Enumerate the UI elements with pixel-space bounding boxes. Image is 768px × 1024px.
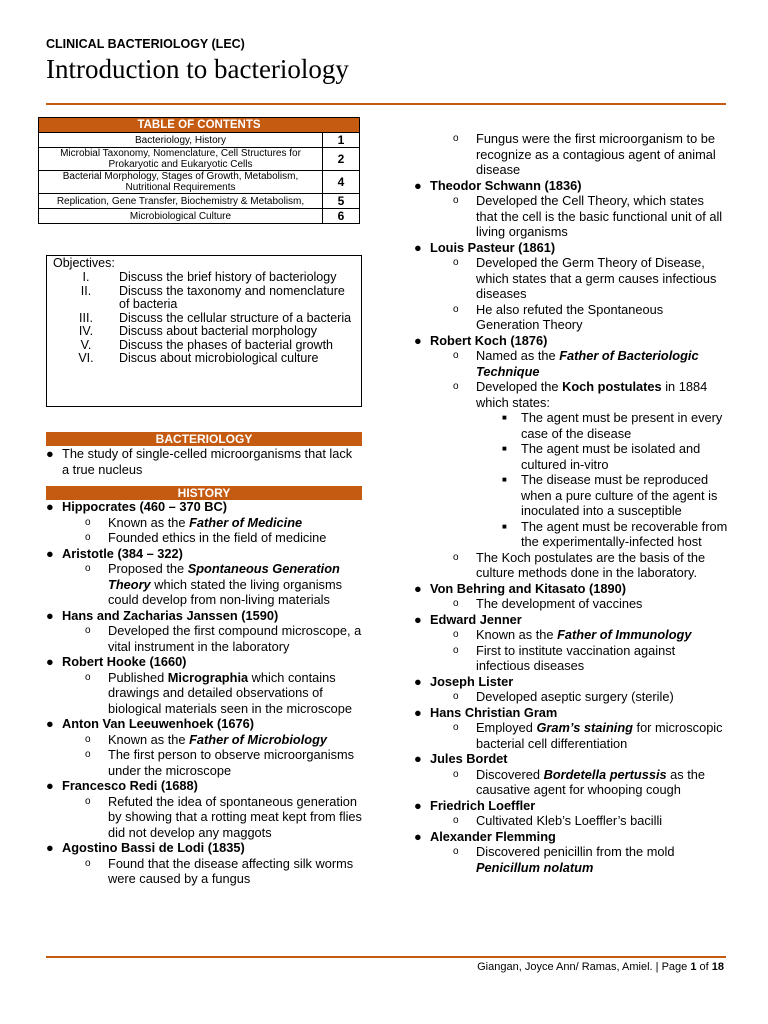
postulate-text: The agent must be present in every case of the disease [521, 410, 723, 441]
sub-item-text: Father of Medicine [189, 514, 303, 530]
bullet-icon: ● [414, 239, 422, 255]
sub-item-text: Father of Immunology [557, 627, 692, 642]
bullet-icon: ● [46, 778, 54, 793]
history-entry [408, 674, 728, 690]
scientist-name: Hans and Zacharias Janssen (1590) [62, 607, 279, 623]
bullet-icon: ● [414, 673, 422, 689]
bullet-icon: ● [414, 580, 422, 596]
history-entry [408, 798, 728, 814]
objective-item [53, 271, 355, 285]
sub-item-text: The first person to observe microorganisms under the microscope [108, 747, 355, 778]
toc-row [39, 194, 360, 209]
sub-item-text: Discovered penicillin from the mold [476, 844, 675, 859]
circle-bullet-icon: o [85, 671, 91, 683]
toc-topic: Microbiological Culture [39, 209, 323, 224]
square-bullet-icon: ■ [502, 413, 507, 422]
sub-item [408, 720, 728, 751]
history-entry [40, 546, 366, 562]
sub-item-text: Father of Microbiology [189, 731, 328, 747]
history-entry [40, 499, 366, 515]
objective-number: VI. [78, 351, 94, 365]
sub-item-text: Bordetella pertussis [543, 766, 667, 782]
sub-item-text: Gram’s staining [536, 720, 633, 735]
circle-bullet-icon: o [85, 563, 91, 574]
postulate-item [408, 410, 728, 441]
history-entry [40, 716, 366, 732]
sub-item [40, 561, 366, 608]
postulate-item [408, 441, 728, 472]
toc-topic: Microbial Taxonomy, Nomenclature, Cell Structures for Prokaryotic and Eukaryotic Cells [39, 148, 323, 171]
sub-item-text: Found that the disease affecting silk worms were caused by a fungus [108, 855, 354, 886]
page-footer [477, 961, 724, 973]
bacteriology-heading: BACTERIOLOGY [46, 432, 362, 446]
scientist-name: Louis Pasteur (1861) [430, 239, 556, 255]
toc-topic: Bacterial Morphology, Stages of Growth, Metabolism, Nutritional Requirements [39, 171, 323, 194]
bullet-icon: ● [46, 607, 54, 623]
footer-page-number: 1 [690, 961, 697, 973]
toc-row [39, 148, 360, 171]
circle-bullet-icon: o [453, 691, 459, 702]
sub-item-text: Discovered [476, 766, 544, 782]
history-list-left [40, 499, 366, 887]
history-heading: HISTORY [46, 486, 362, 500]
bacteriology-definition: The study of single-celled microorganisms that lack a true nucleus [62, 446, 353, 477]
square-bullet-icon: ■ [502, 521, 507, 531]
sub-item-text: Known as the [476, 627, 558, 642]
sub-item-text: Developed the first compound microscope, a vital instrument in the laboratory [108, 623, 362, 654]
history-entry [408, 240, 728, 256]
sub-item [408, 767, 728, 798]
footer-of: of [696, 961, 712, 973]
scientist-name: Agostino Bassi de Lodi (1835) [62, 840, 245, 855]
toc-row [39, 133, 360, 148]
scientist-name: Robert Koch (1876) [430, 332, 548, 348]
course-label: CLINICAL BACTERIOLOGY (LEC) [46, 37, 245, 51]
sub-item [408, 596, 728, 612]
objective-item [53, 325, 355, 339]
sub-item [40, 623, 366, 654]
square-bullet-icon: ■ [502, 475, 507, 484]
sub-item [40, 794, 366, 841]
list-item [40, 446, 362, 477]
toc-row [39, 171, 360, 194]
objective-text: Discuss the cellular structure of a bacteria [119, 310, 352, 325]
sub-item-text: which stated the living organisms could develop from non-living materials [108, 576, 343, 607]
circle-bullet-icon: o [453, 598, 459, 609]
sub-item-text: Known as the [108, 514, 190, 530]
scientist-name: Robert Hooke (1660) [62, 654, 187, 669]
circle-bullet-icon: o [453, 644, 459, 656]
sub-item-text: Spontaneous Generation Theory [108, 561, 340, 592]
table-of-contents [38, 117, 360, 224]
sub-item-text: Fungus were the first microorganism to be recognize as a contagious agent of animal disease [476, 131, 716, 177]
postulate-item [408, 472, 728, 519]
sub-item-text: in 1884 which states: [476, 379, 708, 410]
sub-item [408, 131, 728, 178]
circle-bullet-icon: o [453, 629, 459, 640]
objective-text: Discuss the brief history of bacteriology [119, 270, 337, 284]
sub-item-text: Cultivated Kleb’s Loeffler’s bacilli [476, 813, 663, 828]
objective-number: IV. [78, 324, 94, 338]
postulate-text: The agent must be recoverable from the experimentally-infected host [521, 518, 728, 549]
sub-item [40, 747, 366, 778]
circle-bullet-icon: o [85, 795, 91, 807]
scientist-name: Von Behring and Kitasato (1890) [430, 580, 627, 596]
scientist-name: Hans Christian Gram [430, 704, 558, 720]
scientist-name: Friedrich Loeffler [430, 797, 536, 813]
history-entry [408, 705, 728, 721]
sub-item [408, 255, 728, 302]
circle-bullet-icon: o [453, 195, 459, 206]
bullet-icon: ● [46, 654, 54, 669]
sub-item [40, 515, 366, 531]
sub-item [408, 643, 728, 674]
postulate-text: The disease must be reproduced when a pure culture of the agent is inoculated into a susceptible [521, 472, 718, 518]
history-entry [40, 608, 366, 624]
history-entry [408, 333, 728, 349]
footer-divider [46, 956, 726, 958]
sub-item [40, 670, 366, 717]
sub-item-text: Developed aseptic surgery (sterile) [476, 689, 674, 704]
scientist-name: Aristotle (384 – 322) [62, 545, 183, 561]
toc-page-number: 1 [323, 133, 360, 148]
scientist-name: Theodor Schwann (1836) [430, 177, 582, 193]
sub-item-text: Founded ethics in the field of medicine [108, 530, 327, 545]
toc-page-number: 2 [323, 148, 360, 171]
circle-bullet-icon: o [85, 625, 91, 636]
objective-text: Discuss the phases of bacterial growth [119, 337, 333, 352]
sub-item-text: First to institute vaccination against infectious diseases [476, 642, 676, 673]
history-entry [408, 178, 728, 194]
bullet-icon: ● [414, 177, 422, 193]
bullet-icon: ● [46, 840, 54, 855]
header-divider [46, 103, 726, 105]
sub-item-text: Employed [476, 720, 537, 735]
sub-item [408, 844, 728, 875]
sub-item [408, 302, 728, 333]
sub-item-text: as the causative agent for whooping cough [476, 766, 706, 797]
circle-bullet-icon: o [453, 768, 459, 780]
bullet-icon: ● [46, 499, 54, 514]
circle-bullet-icon: o [453, 257, 459, 268]
circle-bullet-icon: o [453, 722, 459, 733]
bullet-icon: ● [414, 611, 422, 627]
objective-text: Discuss about bacterial morphology [119, 324, 318, 338]
sub-item-text: He also refuted the Spontaneous Generation Theory [476, 301, 664, 332]
scientist-name: Anton Van Leeuwenhoek (1676) [62, 716, 254, 731]
sub-item-text: Micrographia [167, 669, 249, 685]
scientist-name: Edward Jenner [430, 611, 522, 627]
sub-item-text: Proposed the [108, 561, 188, 576]
history-entry [40, 654, 366, 670]
objectives-title: Objectives: [53, 256, 115, 270]
scientist-name: Hippocrates (460 – 370 BC) [62, 499, 228, 514]
history-entry [408, 581, 728, 597]
objective-item [53, 285, 355, 312]
objectives-box [46, 255, 362, 407]
toc-row [39, 209, 360, 224]
sub-item-text: Father of Bacteriologic Technique [476, 348, 699, 379]
history-entry [408, 829, 728, 845]
bullet-icon: ● [414, 751, 422, 766]
circle-bullet-icon: o [453, 846, 459, 857]
sub-item-text: which contains drawings and detailed observations of biological materials seen in the microscope [108, 669, 352, 716]
history-entry [408, 612, 728, 628]
footer-page-total: 18 [711, 961, 724, 973]
bullet-icon: ● [46, 446, 54, 461]
scientist-name: Alexander Flemming [430, 828, 556, 844]
history-entry [40, 840, 366, 856]
sub-item [40, 732, 366, 748]
sub-item-text: Published [108, 669, 168, 685]
bullet-icon: ● [46, 716, 54, 731]
objective-number: III. [79, 310, 93, 325]
toc-page-number: 6 [323, 209, 360, 224]
bullet-icon: ● [414, 797, 422, 813]
circle-bullet-icon: o [85, 857, 91, 869]
circle-bullet-icon: o [453, 133, 459, 144]
objective-number: II. [80, 283, 92, 298]
toc-topic: Bacteriology, History [39, 133, 323, 148]
scientist-name: Jules Bordet [430, 751, 508, 766]
sub-item-text: for microscopic bacterial cell differentiation [476, 720, 723, 751]
history-entry [408, 751, 728, 767]
circle-bullet-icon: o [453, 381, 459, 392]
sub-item [408, 348, 728, 379]
sub-item [408, 379, 728, 410]
objective-number: I. [82, 270, 90, 284]
sub-item [408, 813, 728, 829]
objective-item [53, 339, 355, 353]
sub-item-text: Developed the Germ Theory of Disease, which states that a germ causes infectious diseases [476, 255, 717, 301]
sub-item-text: Koch postulates [562, 379, 662, 394]
sub-item-text: Developed the [476, 379, 563, 394]
sub-item-text: Refuted the idea of spontaneous generation by showing that a rotting meat kept from flies did not develop any maggots [108, 793, 362, 840]
objective-item [53, 312, 355, 326]
circle-bullet-icon: o [453, 815, 459, 826]
scientist-name: Francesco Redi (1688) [62, 778, 198, 793]
sub-item-text: Known as the [108, 731, 190, 747]
bullet-icon: ● [414, 332, 422, 348]
sub-item [40, 530, 366, 546]
postulate-item [408, 519, 728, 550]
circle-bullet-icon: o [85, 749, 91, 760]
sub-item-text: Named as the [476, 348, 560, 363]
sub-item-text: Developed the Cell Theory, which states that the cell is the basic functional unit of all living organisms [476, 193, 723, 239]
sub-item [408, 627, 728, 643]
objective-text: Discuss the taxonomy and nomenclature of bacteria [119, 283, 345, 311]
postulate-text: The agent must be isolated and cultured in-vitro [521, 441, 701, 472]
circle-bullet-icon: o [453, 303, 459, 315]
toc-page-number: 5 [323, 194, 360, 209]
history-entry [40, 778, 366, 794]
objective-item [53, 352, 355, 366]
toc-heading: TABLE OF CONTENTS [39, 118, 360, 133]
document-title: Introduction to bacteriology [46, 54, 349, 84]
sub-item-text: The Koch postulates are the basis of the culture methods done in the laboratory. [476, 549, 706, 580]
bullet-icon: ● [46, 545, 54, 561]
scientist-name: Joseph Lister [430, 673, 514, 689]
toc-topic: Replication, Gene Transfer, Biochemistry & Metabolism, [39, 194, 323, 209]
history-list-right [408, 131, 728, 875]
footer-authors: Giangan, Joyce Ann/ Ramas, Amiel. | Page [477, 961, 691, 973]
circle-bullet-icon: o [453, 350, 459, 361]
circle-bullet-icon: o [85, 733, 91, 745]
objective-number: V. [80, 337, 92, 352]
objective-text: Discus about microbiological culture [119, 351, 319, 365]
sub-item [408, 689, 728, 705]
bullet-icon: ● [414, 828, 422, 844]
toc-page-number: 4 [323, 171, 360, 194]
sub-item-text: The development of vaccines [476, 596, 643, 611]
sub-item [40, 856, 366, 887]
bullet-icon: ● [414, 704, 422, 720]
circle-bullet-icon: o [85, 532, 91, 543]
sub-item [408, 193, 728, 240]
circle-bullet-icon: o [85, 516, 91, 528]
sub-item [408, 550, 728, 581]
sub-item-text: Penicillum nolatum [476, 859, 594, 875]
circle-bullet-icon: o [453, 551, 459, 563]
square-bullet-icon: ■ [502, 444, 507, 453]
bacteriology-definition-list [40, 446, 362, 477]
